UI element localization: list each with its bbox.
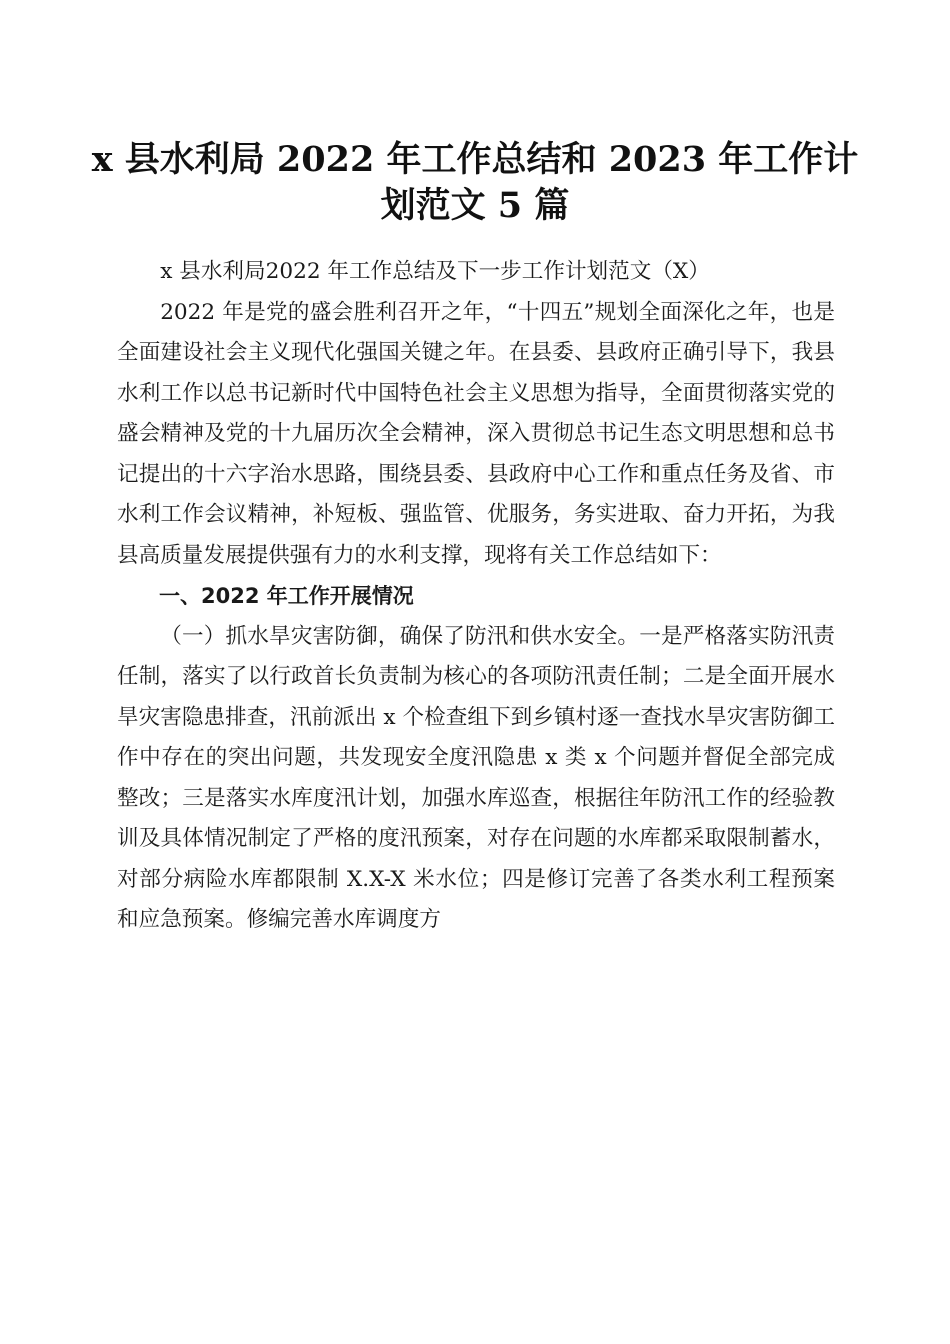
section-heading: 一、2022 年工作开展情况 [159,584,414,608]
paragraph-flood-control: （一）抓水旱灾害防御，确保了防汛和供水安全。一是严格落实防汛责任制，落实了以行政首长负责制为核心的各项防汛责任制；二是全面开展水旱灾害隐患排查，汛前派出 x 个检查组下到乡镇村逐一查找水旱灾害防御工作中存在的突出问题，共发现安全度汛隐患 x 类 x 个问题并督促全部完成整改；三是落实水库度汛计划，加强水库巡查，根据往年防汛工作的经验教训及具体情况制定了严格的度汛预案，对存在问题的水库都采取限制蓄水，对部分病险水库都限制 X.X-X 米水位；四是修订完善了各类水利工程预案和应急预案。修编完善水库调度方 [117,623,835,932]
document-subtitle: x 县水利局2022 年工作总结及下一步工作计划范文（X） [160,259,710,284]
document-title [80,137,870,229]
paragraph-intro: 2022 年是党的盛会胜利召开之年，“十四五”规划全面深化之年，也是全面建设社会主义现代化强国关键之年。在县委、县政府正确引导下，我县水利工作以总书记新时代中国特色社会主义思想为指导，全面贯彻落实党的盛会精神及党的十九届历次全会精神，深入贯彻总书记生态文明思想和总书记提出的十六字治水思路，围绕县委、县政府中心工作和重点任务及省、市水利工作会议精神，补短板、强监管、优服务，务实进取、奋力开拓，为我县高质量发展提供强有力的水利支撑，现将有关工作总结如下： [117,299,835,568]
title-line-2: 划范文 5 篇 [380,185,570,226]
title-line-1: x 县水利局 2022 年工作总结和 2023 年工作计 [91,139,859,180]
document-body [117,252,835,941]
